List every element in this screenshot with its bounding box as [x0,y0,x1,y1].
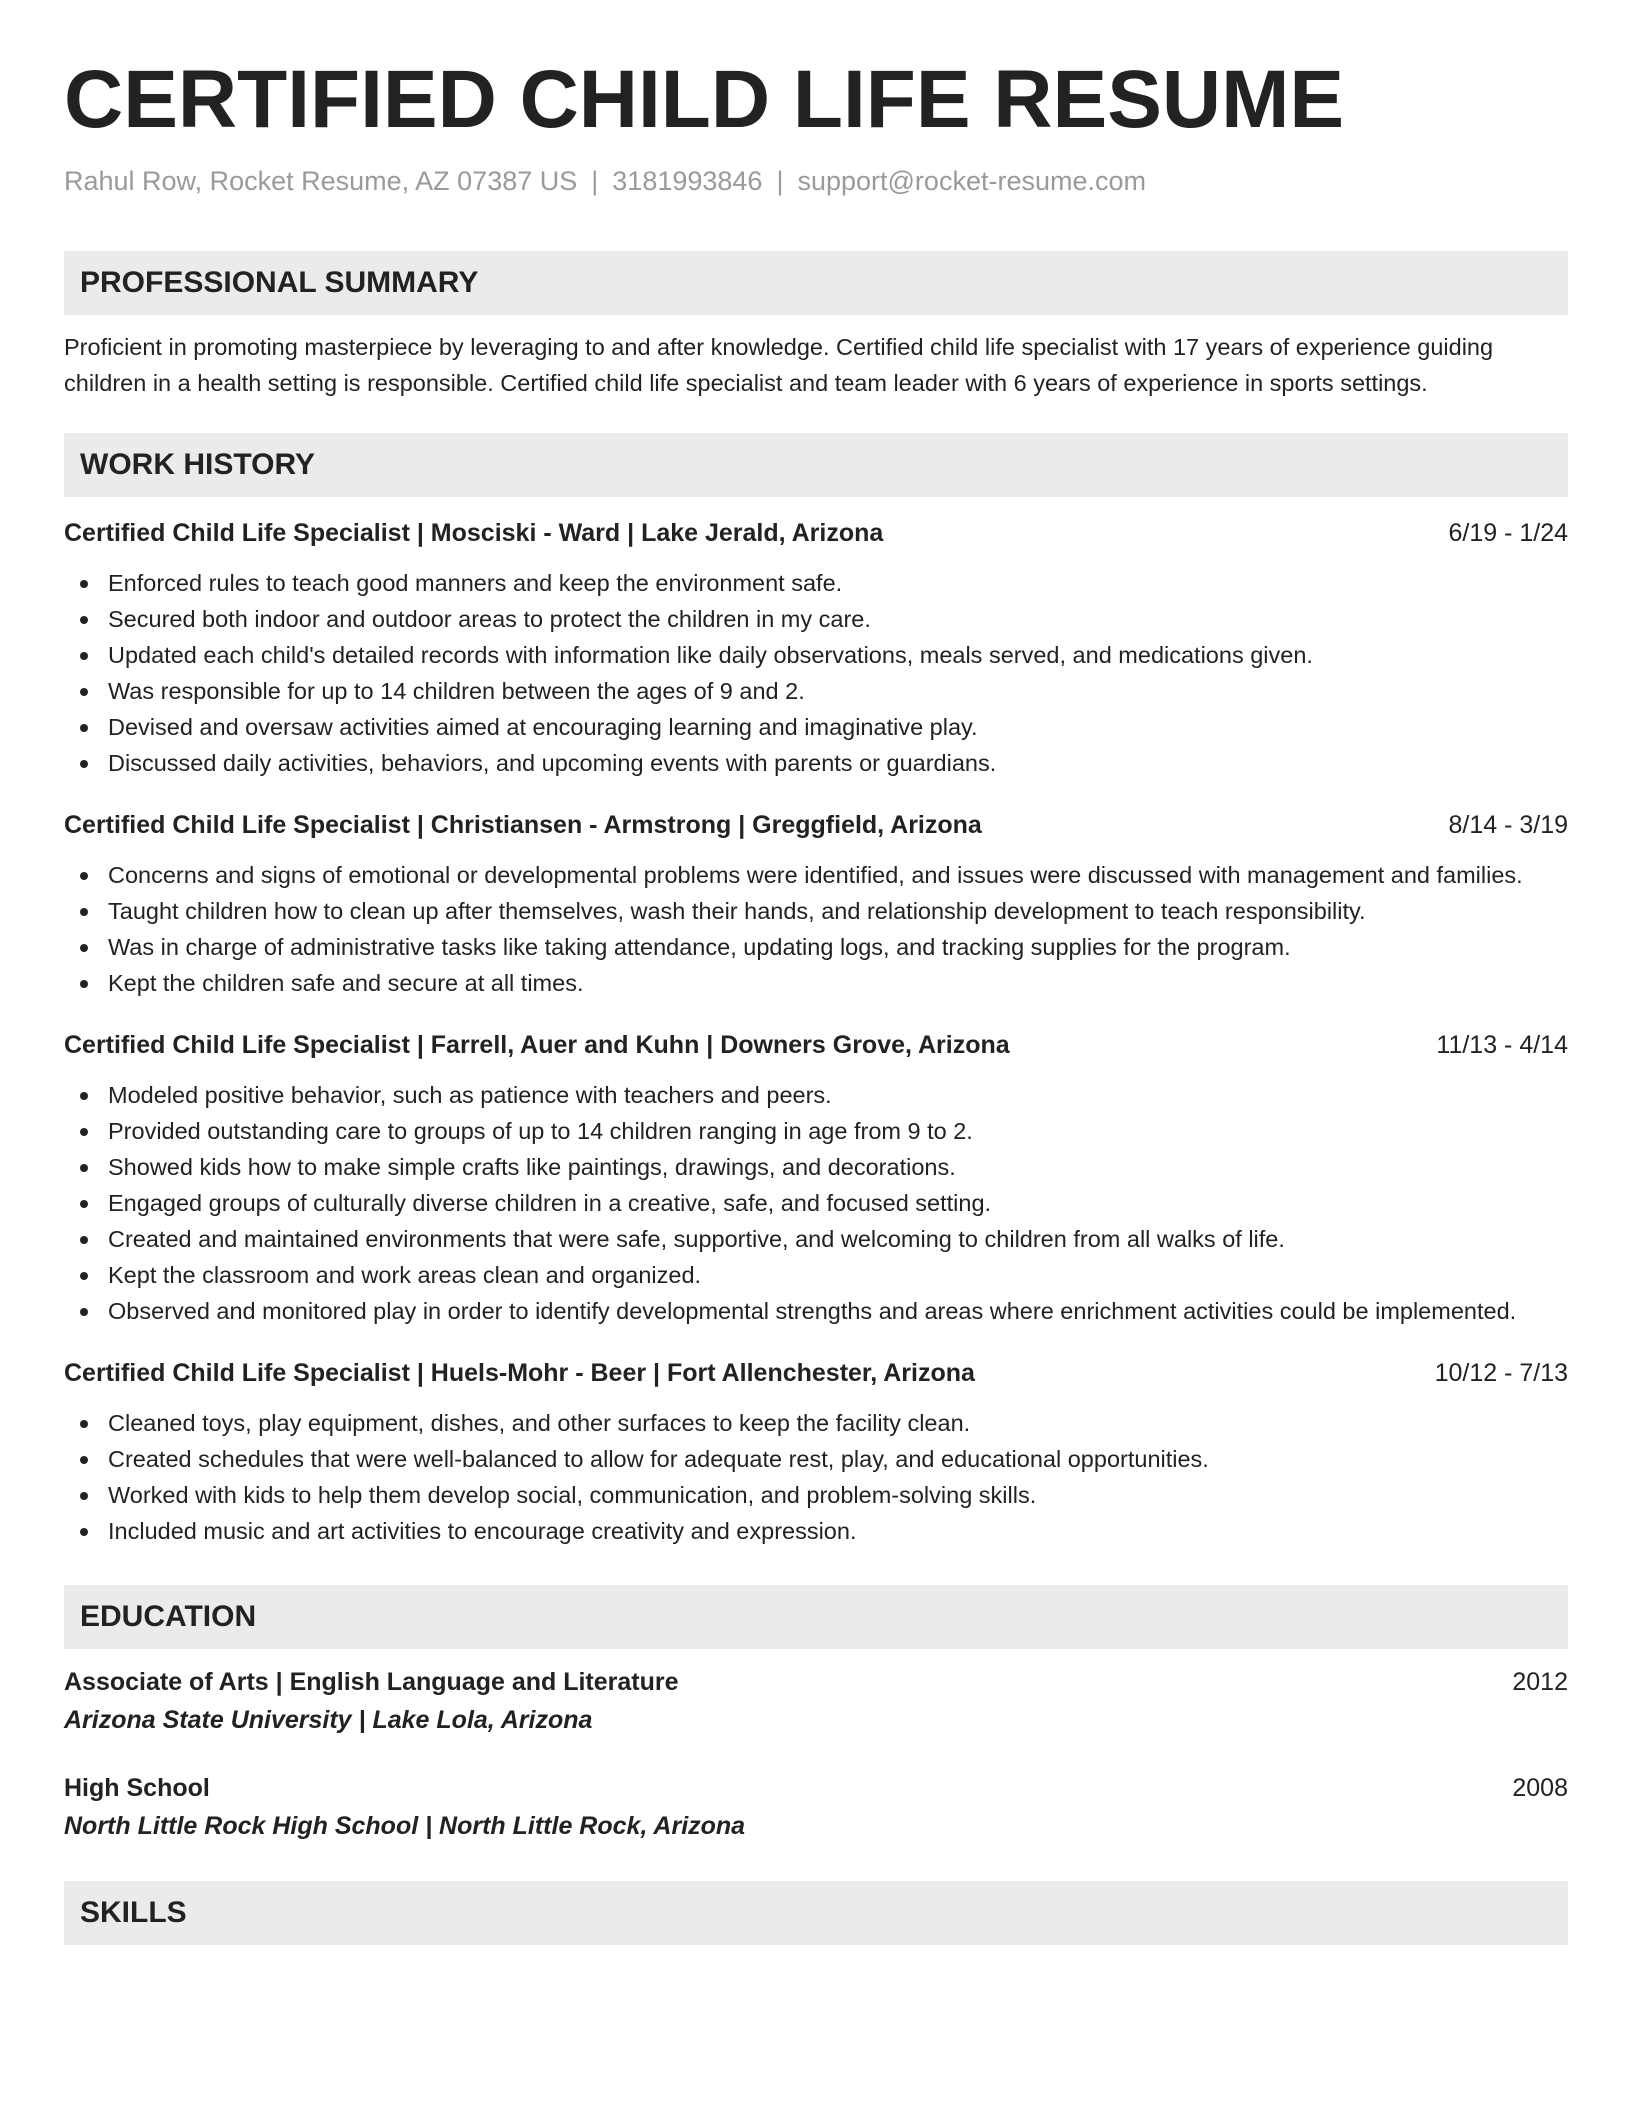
job-bullets [64,1405,1568,1549]
job-bullet: Devised and oversaw activities aimed at encouraging learning and imaginative play. [64,709,1568,745]
education-school: North Little Rock High School | North Little Rock, Arizona [64,1811,746,1840]
job-bullet: Was responsible for up to 14 children between the ages of 9 and 2. [64,673,1568,709]
education-header [64,1769,1568,1807]
job-bullet: Included music and art activities to encourage creativity and expression. [64,1513,1568,1549]
job-bullet: Created schedules that were well-balanced to allow for adequate rest, play, and educational opportunities. [64,1441,1568,1477]
education-year: 2012 [1512,1667,1568,1696]
job-entry [64,1027,1568,1329]
job-bullet: Provided outstanding care to groups of up to 14 children ranging in age from 9 to 2. [64,1113,1568,1149]
contact-separator: | [776,165,784,196]
job-bullet: Concerns and signs of emotional or developmental problems were identified, and issues were discussed with management and families. [64,857,1568,893]
job-dates: 10/12 - 7/13 [1434,1358,1568,1387]
education-entry [64,1769,1568,1845]
job-bullet: Engaged groups of culturally diverse children in a creative, safe, and focused setting. [64,1185,1568,1221]
education-degree: Associate of Arts | English Language and Literature [64,1667,679,1696]
job-header [64,807,1568,843]
job-bullet: Enforced rules to teach good manners and keep the environment safe. [64,565,1568,601]
job-dates: 8/14 - 3/19 [1448,810,1568,839]
job-dates: 6/19 - 1/24 [1448,518,1568,547]
job-header [64,1355,1568,1391]
education-degree: High School [64,1773,210,1802]
contact-line [64,164,1568,199]
resume-title: CERTIFIED CHILD LIFE RESUME [64,54,1345,145]
education-school: Arizona State University | Lake Lola, Arizona [64,1705,593,1734]
job-bullet: Updated each child's detailed records with information like daily observations, meals served, and medications given. [64,637,1568,673]
job-bullet: Discussed daily activities, behaviors, and upcoming events with parents or guardians. [64,745,1568,781]
job-bullets [64,565,1568,781]
job-title: Certified Child Life Specialist | Farrell, Auer and Kuhn | Downers Grove, Arizona [64,1030,1010,1059]
contact-address: Rahul Row, Rocket Resume, AZ 07387 US [64,165,578,196]
job-bullet: Cleaned toys, play equipment, dishes, and other surfaces to keep the facility clean. [64,1405,1568,1441]
section-heading-work-history: WORK HISTORY [64,433,1568,497]
education-entry [64,1663,1568,1739]
job-bullet: Kept the children safe and secure at all times. [64,965,1568,1001]
job-bullet: Was in charge of administrative tasks like taking attendance, updating logs, and tracking supplies for the program. [64,929,1568,965]
job-bullet: Created and maintained environments that were safe, supportive, and welcoming to children from all walks of life. [64,1221,1568,1257]
job-bullet: Kept the classroom and work areas clean and organized. [64,1257,1568,1293]
job-bullets [64,857,1568,1001]
contact-phone: 3181993846 [612,165,763,196]
job-bullet: Worked with kids to help them develop social, communication, and problem-solving skills. [64,1477,1568,1513]
job-entry [64,1355,1568,1549]
job-title: Certified Child Life Specialist | Huels-Mohr - Beer | Fort Allenchester, Arizona [64,1358,975,1387]
section-heading-education: EDUCATION [64,1585,1568,1649]
job-entry [64,807,1568,1001]
job-header [64,515,1568,551]
job-bullet: Secured both indoor and outdoor areas to protect the children in my care. [64,601,1568,637]
education-header [64,1663,1568,1701]
job-title: Certified Child Life Specialist | Mosciski - Ward | Lake Jerald, Arizona [64,518,884,547]
work-history-list [64,515,1568,1549]
job-bullets [64,1077,1568,1329]
job-bullet: Observed and monitored play in order to identify developmental strengths and areas where enrichment activities could be implemented. [64,1293,1568,1329]
section-heading-summary: PROFESSIONAL SUMMARY [64,251,1568,315]
job-entry [64,515,1568,781]
section-heading-skills: SKILLS [64,1881,1568,1945]
contact-email: support@rocket-resume.com [797,165,1146,196]
education-year: 2008 [1512,1773,1568,1802]
job-dates: 11/13 - 4/14 [1436,1030,1568,1059]
job-title: Certified Child Life Specialist | Christiansen - Armstrong | Greggfield, Arizona [64,810,982,839]
job-bullet: Taught children how to clean up after themselves, wash their hands, and relationship development to teach responsibility. [64,893,1568,929]
job-header [64,1027,1568,1063]
job-bullet: Showed kids how to make simple crafts like paintings, drawings, and decorations. [64,1149,1568,1185]
contact-separator: | [591,165,599,196]
summary-text: Proficient in promoting masterpiece by leveraging to and after knowledge. Certified child life specialist with 17 years of experience guiding children in a health setting is responsible. Certified child life specialist and team leader with 6 years of experience in sports settings. [64,333,1494,396]
job-bullet: Modeled positive behavior, such as patience with teachers and peers. [64,1077,1568,1113]
